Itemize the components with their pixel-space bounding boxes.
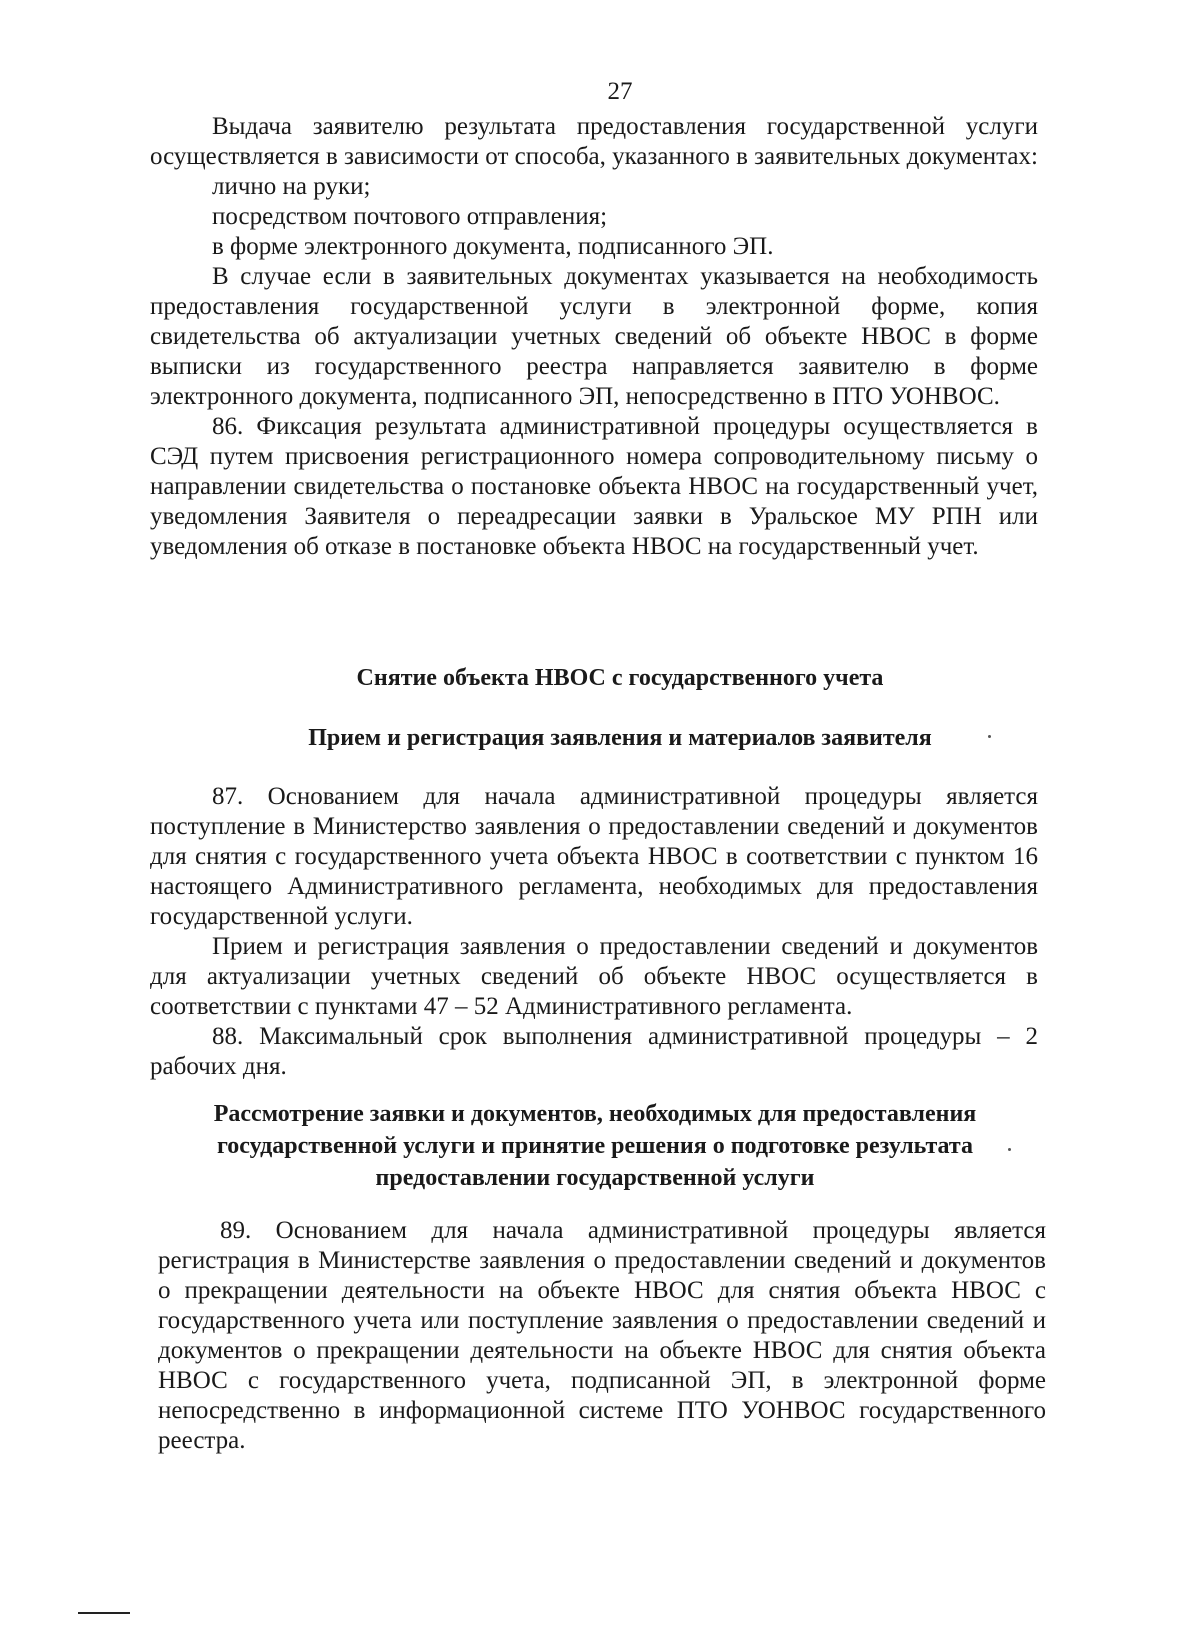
paragraph-electronic-form: В случае если в заявительных документах указывается на необходимость предоставления государственной услуги в электронной форме, копия свидетельства об актуализации учетных сведений об объекте НВОС в форме выписки из государственного реестра направляется заявителю в форме электронного документа, подписанного ЭП, непосредственно в ПТО УОНВОС. xyxy=(150,263,1038,410)
paragraph-88: 88. Максимальный срок выполнения административной процедуры – 2 рабочих дня. xyxy=(150,1023,1038,1080)
heading-deregistration: Снятие объекта НВОС с государственного учета xyxy=(356,665,884,691)
list-item-personally: лично на руки; xyxy=(212,173,371,200)
section-bottom xyxy=(158,1216,1046,1456)
scan-speck xyxy=(1008,1148,1011,1151)
page-number: 27 xyxy=(607,78,633,105)
paragraph-reception: Прием и регистрация заявления о предоставлении сведений и документов для актуализации учетных сведений об объекте НВОС осуществляется в соответствии с пунктами 47 – 52 Административного регламента. xyxy=(150,933,1038,1020)
paragraph-87: 87. Основанием для начала административной процедуры является поступление в Министерство заявления о предоставлении сведений и документов для снятия с государственного учета объекта НВОС в соответствии с пунктом 16 настоящего Административного регламента, необходимых для предоставления государственной услуги. xyxy=(150,783,1038,930)
paragraph-86: 86. Фиксация результата административной процедуры осуществляется в СЭД путем присвоения регистрационного номера сопроводительному письму о направлении свидетельства о постановке объекта НВОС на государственный учет, уведомления Заявителя о переадресации заявки в Уральское МУ РПН или уведомления об отказе в постановке объекта НВОС на государственный учет. xyxy=(150,413,1038,560)
paragraph-89: 89. Основанием для начала административной процедуры является регистрация в Министерстве заявления о предоставлении сведений и документов о прекращении деятельности на объекте НВОС для снятия объекта НВОС с государственного учета или поступление заявления о предоставлении сведений и документов о прекращении деятельности на объекте НВОС для снятия объекта НВОС с государственного учета, подписанной ЭП, в электронной форме непосредственно в информационной системе ПТО УОНВОС государственного реестра. xyxy=(158,1217,1046,1454)
section-middle xyxy=(150,782,1038,1082)
scan-speck xyxy=(988,735,991,738)
list-item-post: посредством почтового отправления; xyxy=(212,203,608,230)
list-item-electronic: в форме электронного документа, подписанного ЭП. xyxy=(212,233,774,260)
heading-review: Рассмотрение заявки и документов, необходимых для предоставления государственной услуги и принятие решения о подготовке результата предоставлении государственной услуги xyxy=(213,1101,977,1191)
heading-reception: Прием и регистрация заявления и материалов заявителя xyxy=(308,725,932,751)
scan-margin-mark xyxy=(78,1612,130,1614)
section-top xyxy=(150,112,1038,562)
paragraph-issuance: Выдача заявителю результата предоставления государственной услуги осуществляется в зависимости от способа, указанного в заявительных документах: xyxy=(150,113,1038,170)
